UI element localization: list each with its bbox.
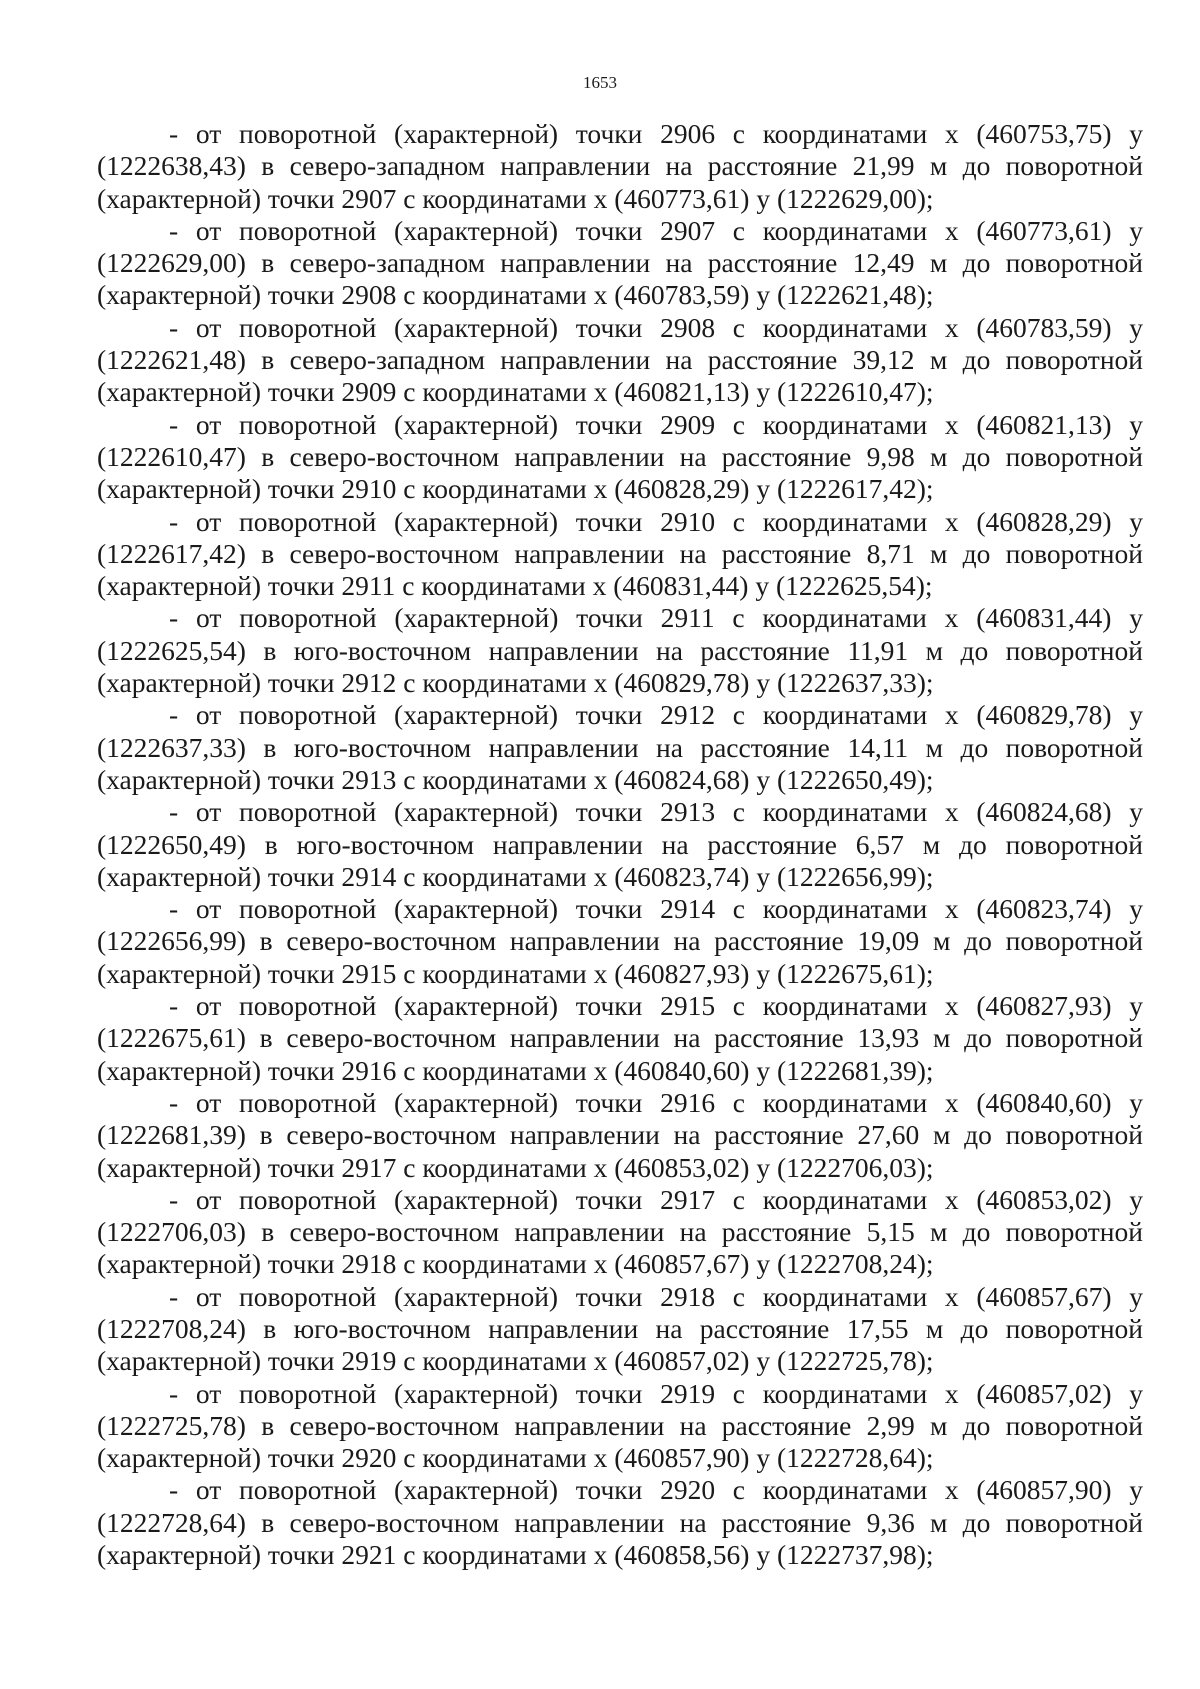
boundary-segment-paragraph: - от поворотной (характерной) точки 2914 с координатами x (460823,74) y (1222656,99) в северо-восточном направлении на расстояние 19,09 м до поворотной (характерной) точки 2915 с координатами x (460827,93) y (1222675,61); xyxy=(97,893,1143,989)
boundary-segment-paragraph: - от поворотной (характерной) точки 2913 с координатами x (460824,68) y (1222650,49) в юго-восточном направлении на расстояние 6,57 м до поворотной (характерной) точки 2914 с координатами x (460823,74) y (1222656,99); xyxy=(97,796,1143,892)
boundary-segment-paragraph: - от поворотной (характерной) точки 2910 с координатами x (460828,29) y (1222617,42) в северо-восточном направлении на расстояние 8,71 м до поворотной (характерной) точки 2911 с координатами x (460831,44) y (1222625,54); xyxy=(97,505,1143,602)
boundary-segment-paragraph: - от поворотной (характерной) точки 2912 с координатами x (460829,78) y (1222637,33) в юго-восточном направлении на расстояние 14,11 м до поворотной (характерной) точки 2913 с координатами x (460824,68) y (1222650,49); xyxy=(97,699,1143,795)
boundary-segment-paragraph: - от поворотной (характерной) точки 2917 с координатами x (460853,02) y (1222706,03) в северо-восточном направлении на расстояние 5,15 м до поворотной (характерной) точки 2918 с координатами x (460857,67) y (1222708,24); xyxy=(97,1183,1143,1280)
boundary-segment-paragraph: - от поворотной (характерной) точки 2908 с координатами x (460783,59) y (1222621,48) в северо-западном направлении на расстояние 39,12 м до поворотной (характерной) точки 2909 с координатами x (460821,13) y (1222610,47); xyxy=(97,311,1143,408)
boundary-segment-paragraph: - от поворотной (характерной) точки 2911 с координатами x (460831,44) y (1222625,54) в юго-восточном направлении на расстояние 11,91 м до поворотной (характерной) точки 2912 с координатами x (460829,78) y (1222637,33); xyxy=(97,602,1143,699)
boundary-segment-paragraph: - от поворотной (характерной) точки 2906 с координатами x (460753,75) y (1222638,43) в северо-западном направлении на расстояние 21,99 м до поворотной (характерной) точки 2907 с координатами x (460773,61) y (1222629,00); xyxy=(97,118,1143,214)
page-number: 1653 xyxy=(583,73,617,92)
boundary-segment-paragraph: - от поворотной (характерной) точки 2916 с координатами x (460840,60) y (1222681,39) в северо-восточном направлении на расстояние 27,60 м до поворотной (характерной) точки 2917 с координатами x (460853,02) y (1222706,03); xyxy=(97,1086,1143,1183)
boundary-segment-paragraph: - от поворотной (характерной) точки 2909 с координатами x (460821,13) y (1222610,47) в северо-восточном направлении на расстояние 9,98 м до поворотной (характерной) точки 2910 с координатами x (460828,29) y (1222617,42); xyxy=(97,408,1143,505)
boundary-segment-paragraph: - от поворотной (характерной) точки 2919 с координатами x (460857,02) y (1222725,78) в северо-восточном направлении на расстояние 2,99 м до поворотной (характерной) точки 2920 с координатами x (460857,90) y (1222728,64); xyxy=(97,1377,1143,1474)
boundary-segment-paragraph: - от поворотной (характерной) точки 2918 с координатами x (460857,67) y (1222708,24) в юго-восточном направлении на расстояние 17,55 м до поворотной (характерной) точки 2919 с координатами x (460857,02) y (1222725,78); xyxy=(97,1280,1143,1377)
document-body xyxy=(97,118,1143,1571)
boundary-segment-paragraph: - от поворотной (характерной) точки 2920 с координатами x (460857,90) y (1222728,64) в северо-восточном направлении на расстояние 9,36 м до поворотной (характерной) точки 2921 с координатами x (460858,56) y (1222737,98); xyxy=(97,1474,1143,1571)
boundary-segment-paragraph: - от поворотной (характерной) точки 2907 с координатами x (460773,61) y (1222629,00) в северо-западном направлении на расстояние 12,49 м до поворотной (характерной) точки 2908 с координатами x (460783,59) y (1222621,48); xyxy=(97,214,1143,311)
boundary-segment-paragraph: - от поворотной (характерной) точки 2915 с координатами x (460827,93) y (1222675,61) в северо-восточном направлении на расстояние 13,93 м до поворотной (характерной) точки 2916 с координатами x (460840,60) y (1222681,39); xyxy=(97,990,1143,1086)
